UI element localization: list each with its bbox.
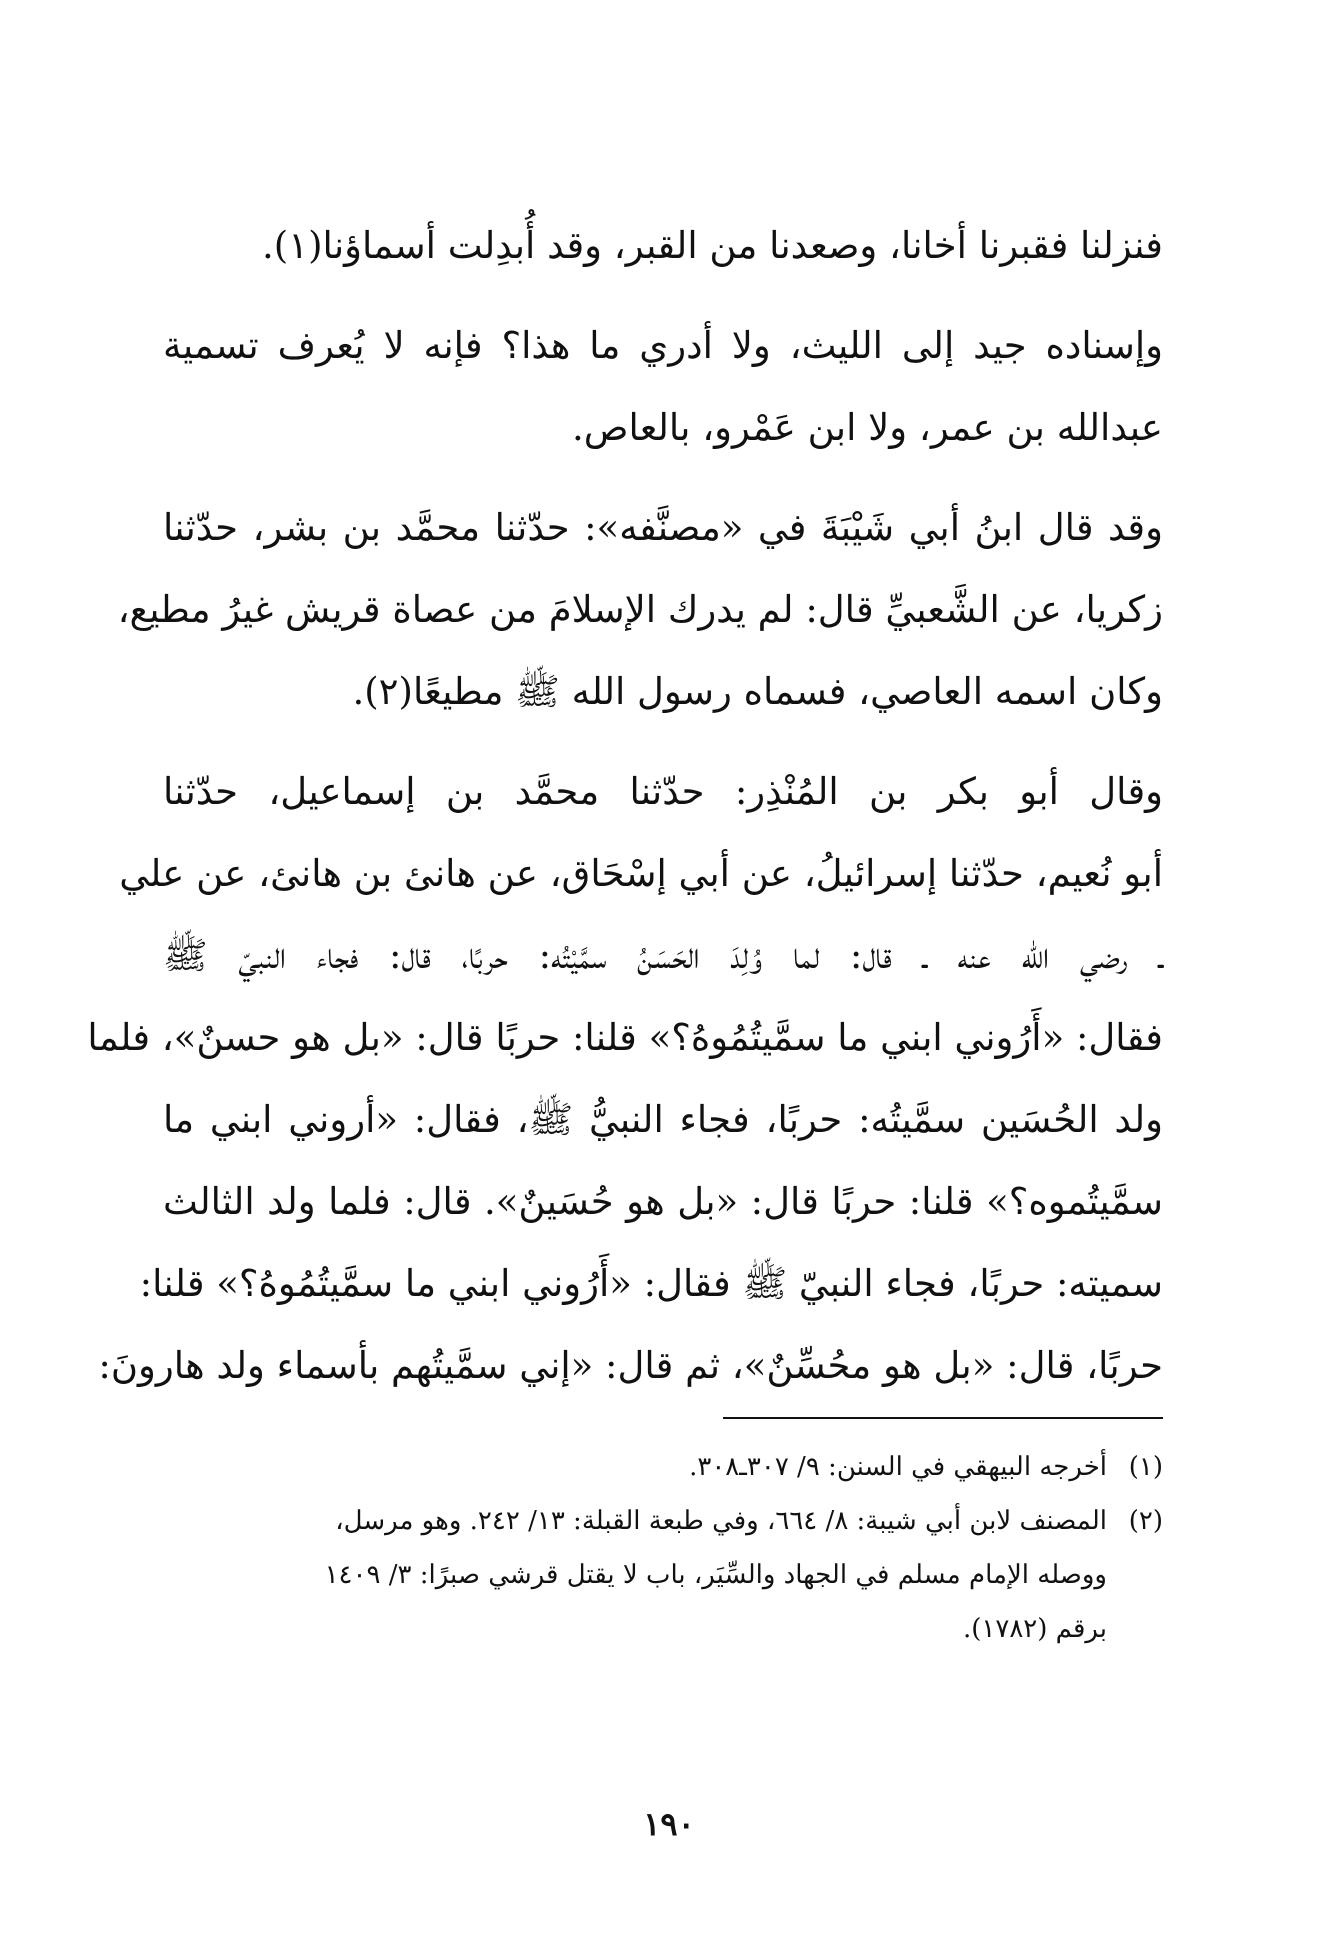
paragraph-2 [163, 305, 1163, 469]
text-line: سمَّيتُموه؟» قلنا: حربًا قال: «بل هو حُسَينٌ». قال: فلما ولد الثالث [163, 1180, 1163, 1223]
text-line: عبدالله بن عمر، ولا ابن عَمْرو، بالعاص. [571, 406, 1163, 449]
footnote-2 [163, 1494, 1163, 1548]
paragraph-3 [117, 487, 1163, 733]
page-number: ١٩٠ [643, 1805, 695, 1843]
footnote-text: أخرجه البيهقي في السنن: ٩/ ٣٠٧ـ٣٠٨. [689, 1452, 1107, 1482]
main-text [87, 205, 1163, 1407]
footnote-1 [163, 1440, 1163, 1494]
text-line: زكريا، عن الشَّعبيِّ قال: لم يدرك الإسلامَ من عصاة قريش غيرُ مطيع، [117, 588, 1163, 631]
text-line: ولد الحُسَين سمَّيتُه: حربًا، فجاء النبيُّ ﷺ، فقال: «أروني ابني ما [163, 1098, 1163, 1141]
text-line: أبو نُعيم، حدّثنا إسرائيلُ، عن أبي إسْحَاق، عن هانئ بن هانئ، عن علي [119, 852, 1163, 895]
text-line: فنزلنا فقبرنا أخانا، وصعدنا من القبر، وقد أُبدِلت أسماؤنا(١). [262, 224, 1163, 267]
footnote-number: (١) [1128, 1452, 1163, 1482]
footnote-number: (٢) [1128, 1506, 1163, 1536]
footnote-2-continuation: ووصله الإمام مسلم في الجهاد والسِّيَر، باب لا يقتل قرشي صبرًا: ٣/ ١٤٠٩ [324, 1560, 1107, 1590]
text-line: فقال: «أَرُوني ابني ما سمَّيتُمُوهُ؟» قلنا: حربًا قال: «بل هو حسنٌ»، فلما [87, 1016, 1163, 1059]
text-line: وكان اسمه العاصي، فسماه رسول الله ﷺ مطيعًا(٢). [352, 670, 1163, 713]
footnote-2-continuation: برقم (١٧٨٢). [962, 1614, 1107, 1644]
text-line: ـ رضي الله عنه ـ قال: لما وُلِدَ الحَسَنُ سمَّيْتُه: حربًا، قال: فجاء النبيّ ﷺ [163, 934, 1163, 977]
paragraph-1 [163, 205, 1163, 287]
text-line: حربًا، قال: «بل هو محُسِّنٌ»، ثم قال: «إني سمَّيتُهم بأسماء ولد هارونَ: [98, 1344, 1163, 1387]
paragraph-4 [87, 751, 1163, 1407]
footnote-divider [723, 1417, 1163, 1419]
text-line: وقد قال ابنُ أبي شَيْبَةَ في «مصنَّفه»: حدّثنا محمَّد بن بشر، حدّثنا [163, 506, 1163, 549]
footnote-text: المصنف لابن أبي شيبة: ٨/ ٦٦٤، وفي طبعة القبلة: ١٣/ ٢٤٢. وهو مرسل، [335, 1506, 1107, 1536]
text-line: سميته: حربًا، فجاء النبيّ ﷺ فقال: «أَرُوني ابني ما سمَّيتُمُوهُ؟» قلنا: [139, 1262, 1163, 1305]
text-line: وإسناده جيد إلى الليث، ولا أدري ما هذا؟ فإنه لا يُعرف تسمية [163, 324, 1163, 367]
text-line: وقال أبو بكر بن المُنْذِر: حدّثنا محمَّد بن إسماعيل، حدّثنا [163, 770, 1163, 813]
footnotes [163, 1440, 1163, 1656]
